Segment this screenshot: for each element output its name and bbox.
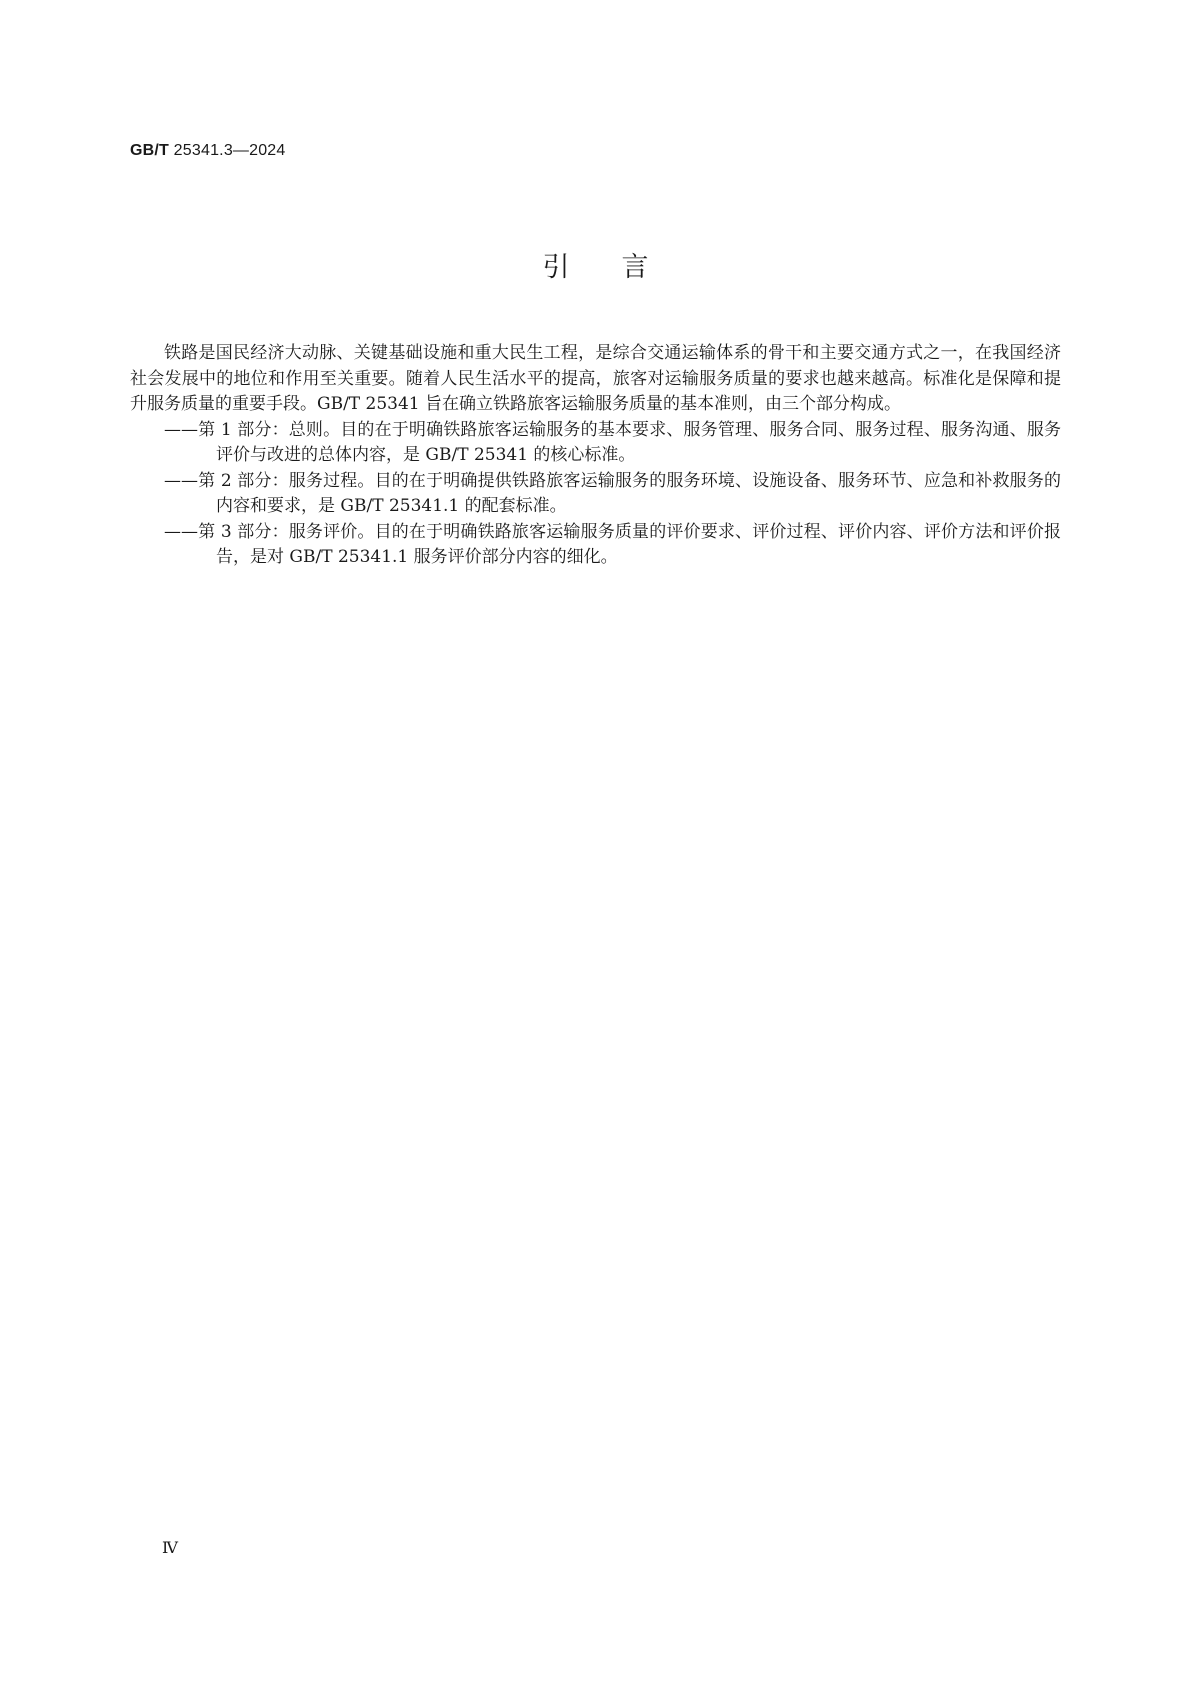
part-3-item: ——第 3 部分：服务评价。目的在于明确铁路旅客运输服务质量的评价要求、评价过程、评价内容、评价方法和评价报告，是对 GB/T 25341.1 服务评价部分内容的细化。 xyxy=(164,521,1061,567)
page-title: 引言 xyxy=(542,252,701,283)
part-2-item: ——第 2 部分：服务过程。目的在于明确提供铁路旅客运输服务的服务环境、设施设备、服务环节、应急和补救服务的内容和要求，是 GB/T 25341.1 的配套标准。 xyxy=(164,470,1061,516)
standard-number: 25341.3—2024 xyxy=(169,142,286,159)
introduction-body xyxy=(130,341,1061,571)
page-number: Ⅳ xyxy=(162,1538,178,1557)
intro-paragraph: 铁路是国民经济大动脉、关键基础设施和重大民生工程，是综合交通运输体系的骨干和主要交通方式之一，在我国经济社会发展中的地位和作用至关重要。随着人民生活水平的提高，旅客对运输服务质量的要求也越来越高。标准化是保障和提升服务质量的重要手段。GB/T 25341 旨在确立铁路旅客运输服务质量的基本准则，由三个部分构成。 xyxy=(130,343,1061,414)
standard-prefix: GB/T xyxy=(130,142,170,159)
document-header xyxy=(130,142,286,160)
part-1-item: ——第 1 部分：总则。目的在于明确铁路旅客运输服务的基本要求、服务管理、服务合同、服务过程、服务沟通、服务评价与改进的总体内容，是 GB/T 25341 的核心标准。 xyxy=(164,419,1061,465)
